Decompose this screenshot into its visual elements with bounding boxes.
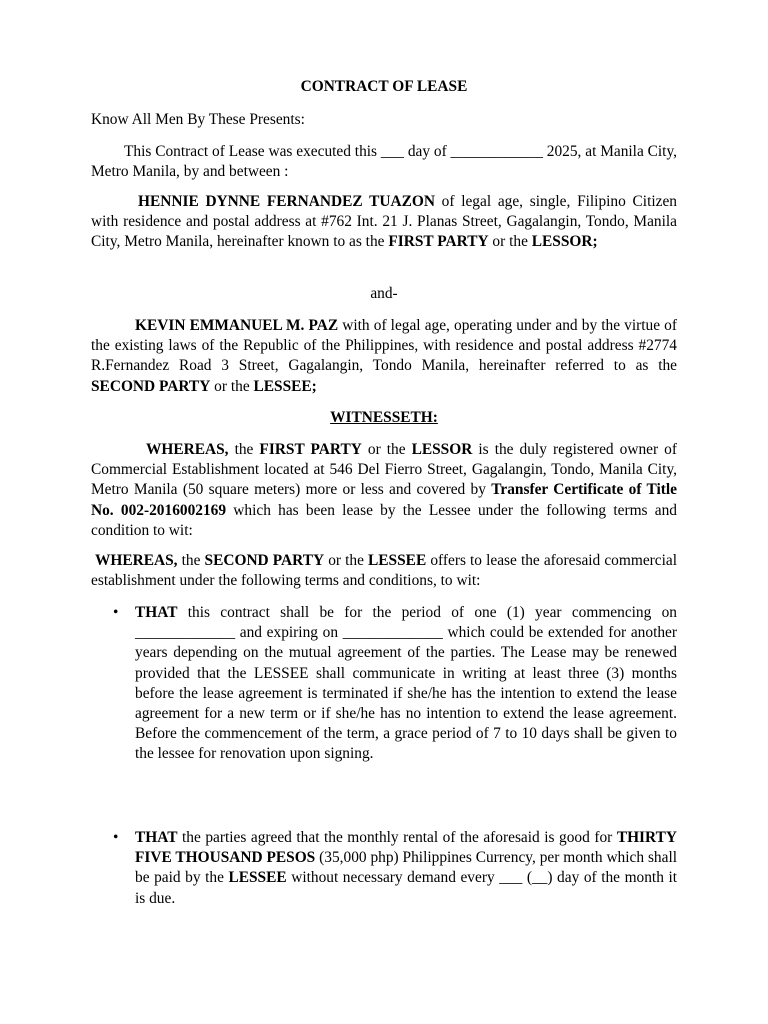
intro-line: Know All Men By These Presents: xyxy=(91,111,305,128)
second-party-paragraph: KEVIN EMMANUEL M. PAZ with of legal age, operating under and by the virtue of the existing laws of the Republic of the Philippines, with residence and postal address #2774 R.Fernandez Road 3 Street, Gagalangin, Tondo Manila, hereinafter referred to as the SECOND PARTY or the LESSEE; xyxy=(91,317,677,395)
first-party-paragraph: HENNIE DYNNE FERNANDEZ TUAZON of legal age, single, Filipino Citizen with residence and postal address at #762 Int. 21 J. Planas Street, Gagalangin, Tondo, Manila City, Metro Manila, hereinafter known to as the FIRST PARTY or the LESSOR; xyxy=(91,193,677,251)
bullet-icon: • xyxy=(113,829,119,846)
execution-paragraph: This Contract of Lease was executed this ___ day of ____________ 2025, at Manila City, Metro Manila, by and between : xyxy=(91,143,677,181)
term-text: THAT the parties agreed that the monthly rental of the aforesaid is good for THIRTY FIVE THOUSAND PESOS (35,000 php) Philippines Currency, per month which shall be paid by the LESSEE without necessary demand every ___ (__) day of the month it is due. xyxy=(135,829,678,907)
first-party-name: HENNIE DYNNE FERNANDEZ TUAZON xyxy=(138,193,435,210)
whereas-second-paragraph: WHEREAS, the SECOND PARTY or the LESSEE offers to lease the aforesaid commercial establishment under the following terms and conditions, to wit: xyxy=(91,552,677,590)
list-item xyxy=(91,603,677,765)
bullet-icon: • xyxy=(113,604,119,621)
and-separator: and- xyxy=(370,285,398,302)
list-item xyxy=(91,828,677,909)
term-text: THAT this contract shall be for the period of one (1) year commencing on _____________ and expiring on _____________ which could be extended for another years depending on the mutual agreement of the parties. The Lease may be renewed provided that the LESSEE shall communicate in writing at least three (3) months before the lease agreement is terminated if she/he has the intention to extend the lease agreement for a new term or if she/he has no intention to extend the lease agreement. Before the commencement of the term, a grace period of 7 to 10 days shall be given to the lessee for renovation upon signing. xyxy=(135,604,677,763)
whereas-first-paragraph: WHEREAS, the FIRST PARTY or the LESSOR is the duly registered owner of Commercial Establishment located at 546 Del Fierro Street, Gagalangin, Tondo, Manila City, Metro Manila (50 square meters) more or less and covered by Transfer Certificate of Title No. 002-2016002169 which has been lease by the Lessee under the following terms and condition to wit: xyxy=(91,441,677,539)
second-party-name: KEVIN EMMANUEL M. PAZ xyxy=(135,317,339,334)
document-title: CONTRACT OF LEASE xyxy=(300,78,468,95)
witnesseth-heading: WITNESSETH: xyxy=(330,409,438,426)
